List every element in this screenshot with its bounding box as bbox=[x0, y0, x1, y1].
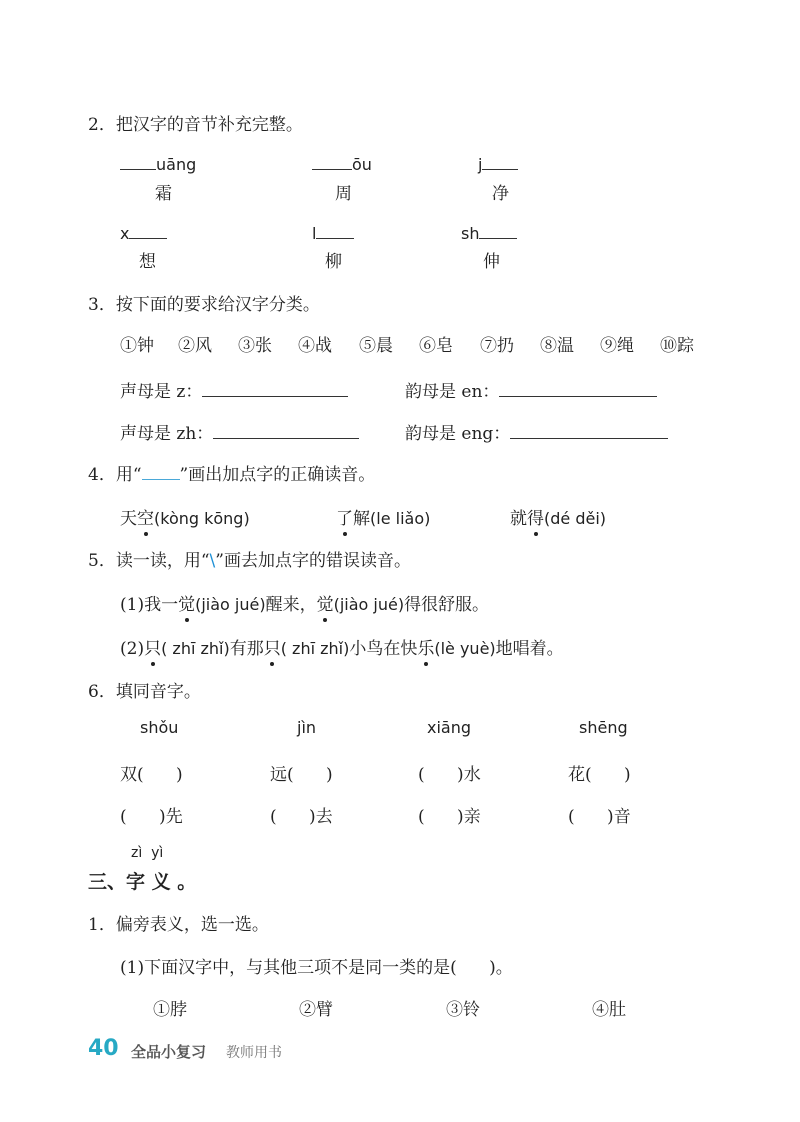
q2-item-2 bbox=[312, 152, 372, 174]
q2-hanzi-5: 柳 bbox=[325, 252, 342, 272]
reading-options[interactable]: ( zhī zhǐ) bbox=[280, 639, 350, 658]
q7-title: 1．偏旁表义，选一选。 bbox=[88, 915, 269, 935]
q2-hanzi-3: 净 bbox=[492, 184, 509, 204]
dotted-char: 只 bbox=[263, 639, 281, 659]
q5-sentence-1 bbox=[120, 590, 489, 615]
text: 醒来， bbox=[265, 595, 317, 615]
q3-row-2-left bbox=[120, 419, 359, 444]
q3-row-1-left bbox=[120, 377, 348, 402]
q3-char: ⑧温 bbox=[540, 336, 574, 356]
q4-title-pre: 4．用“ bbox=[88, 465, 142, 485]
q2-item-1 bbox=[120, 152, 196, 174]
q3-row-2-right bbox=[405, 419, 668, 444]
reading-options[interactable]: (jiào jué) bbox=[195, 595, 266, 614]
section3-pinyin: zì yì bbox=[131, 845, 164, 861]
pinyin-part: j bbox=[478, 155, 483, 174]
q6-blank-2-2[interactable]: ( )去 bbox=[270, 807, 333, 827]
answer-blank[interactable] bbox=[499, 379, 657, 397]
pinyin-part: sh bbox=[461, 224, 480, 243]
section3-title: 三、字 义 。 bbox=[88, 871, 197, 893]
text: 得很舒服。 bbox=[404, 595, 490, 615]
q4-item-2 bbox=[336, 504, 430, 529]
dotted-char: 乐 bbox=[417, 639, 435, 659]
q2-item-3 bbox=[478, 152, 518, 174]
footer-subtitle: 教师用书 bbox=[226, 1045, 282, 1061]
q6-blank-2-4[interactable]: ( )音 bbox=[568, 807, 631, 827]
text: 地唱着。 bbox=[495, 639, 564, 659]
q7-option-2[interactable]: ②臂 bbox=[299, 1000, 333, 1020]
q2-hanzi-4: 想 bbox=[139, 252, 156, 272]
q6-blank-2-1[interactable]: ( )先 bbox=[120, 807, 183, 827]
q6-blank-1-1[interactable]: 双( ) bbox=[120, 765, 183, 785]
q5-title-post: ”画去加点字的错误读音。 bbox=[215, 551, 411, 571]
reading-options[interactable]: (jiào jué) bbox=[333, 595, 405, 614]
q5-sentence-2 bbox=[120, 634, 564, 659]
text: 小鸟在快 bbox=[349, 639, 418, 659]
q3-char-list bbox=[120, 331, 720, 356]
pinyin-part: uāng bbox=[156, 155, 197, 174]
q3-label: 声母是 z： bbox=[120, 382, 203, 402]
answer-blank[interactable] bbox=[510, 421, 668, 439]
q6-pinyin-1: shǒu bbox=[140, 718, 179, 737]
pinyin-part: x bbox=[120, 224, 130, 243]
q3-label: 韵母是 eng： bbox=[405, 424, 511, 444]
q2-item-4 bbox=[120, 221, 167, 243]
q3-char: ⑥皂 bbox=[419, 336, 453, 356]
q2-title: 2．把汉字的音节补充完整。 bbox=[88, 115, 303, 135]
q4-char: 天 bbox=[120, 509, 137, 529]
slash-mark: \ bbox=[209, 551, 216, 571]
q3-char: ④战 bbox=[298, 336, 332, 356]
q4-title bbox=[88, 460, 375, 485]
q4-char: 就 bbox=[510, 509, 527, 529]
text: (2) bbox=[120, 639, 145, 659]
q3-char: ⑤晨 bbox=[359, 336, 393, 356]
q5-title bbox=[88, 546, 411, 571]
q7-option-3[interactable]: ③铃 bbox=[446, 1000, 480, 1020]
q6-pinyin-2: jìn bbox=[297, 718, 317, 737]
q3-char: ⑦扔 bbox=[480, 336, 514, 356]
q6-title: 6．填同音字。 bbox=[88, 682, 201, 702]
dotted-char: 觉 bbox=[178, 595, 196, 615]
q3-label: 韵母是 en： bbox=[405, 382, 500, 402]
reading-options[interactable]: (kòng kōng) bbox=[154, 509, 250, 528]
q3-char: ⑩踪 bbox=[660, 336, 694, 356]
underline-sample bbox=[142, 465, 180, 480]
q6-blank-1-2[interactable]: 远( ) bbox=[270, 765, 333, 785]
answer-blank[interactable] bbox=[479, 221, 517, 239]
q6-blank-1-3[interactable]: ( )水 bbox=[418, 765, 481, 785]
q6-blank-2-3[interactable]: ( )亲 bbox=[418, 807, 481, 827]
answer-blank[interactable] bbox=[482, 152, 518, 170]
q7-option-1[interactable]: ①脖 bbox=[153, 1000, 187, 1020]
dotted-char: 觉 bbox=[316, 595, 334, 615]
q6-pinyin-4: shēng bbox=[579, 718, 628, 737]
q2-item-6 bbox=[461, 221, 517, 243]
q3-char: ③张 bbox=[238, 336, 272, 356]
dotted-char: 得 bbox=[527, 509, 544, 529]
reading-options[interactable]: (lè yuè) bbox=[434, 639, 496, 658]
q6-blank-1-4[interactable]: 花( ) bbox=[568, 765, 631, 785]
q3-char: ①钟 bbox=[120, 336, 154, 356]
q4-char: 解 bbox=[353, 509, 370, 529]
pinyin-part: l bbox=[312, 224, 317, 243]
q7-option-4[interactable]: ④肚 bbox=[592, 1000, 626, 1020]
q7-sub: (1)下面汉字中，与其他三项不是同一类的是( )。 bbox=[120, 958, 513, 978]
reading-options[interactable]: (dé děi) bbox=[544, 509, 607, 528]
dotted-char: 只 bbox=[144, 639, 162, 659]
reading-options[interactable]: (le liǎo) bbox=[370, 509, 431, 528]
reading-options[interactable]: ( zhī zhǐ) bbox=[161, 639, 230, 658]
text: (1)我一 bbox=[120, 595, 179, 615]
answer-blank[interactable] bbox=[312, 152, 352, 170]
q2-hanzi-1: 霜 bbox=[155, 184, 172, 204]
answer-blank[interactable] bbox=[120, 152, 156, 170]
q2-hanzi-6: 伸 bbox=[483, 252, 500, 272]
q3-label: 声母是 zh： bbox=[120, 424, 214, 444]
footer-brand: 全品小复习 bbox=[131, 1043, 207, 1061]
answer-blank[interactable] bbox=[316, 221, 354, 239]
q2-hanzi-2: 周 bbox=[335, 184, 352, 204]
answer-blank[interactable] bbox=[129, 221, 167, 239]
q3-char: ⑨绳 bbox=[600, 336, 634, 356]
pinyin-part: ōu bbox=[352, 155, 372, 174]
q4-item-1 bbox=[120, 504, 250, 529]
q5-title-pre: 5．读一读，用“ bbox=[88, 551, 210, 571]
q3-title: 3．按下面的要求给汉字分类。 bbox=[88, 295, 320, 315]
q4-title-post: ”画出加点字的正确读音。 bbox=[179, 465, 376, 485]
q3-char: ②风 bbox=[178, 336, 212, 356]
q2-item-5 bbox=[312, 221, 354, 243]
text: 有那 bbox=[229, 639, 264, 659]
q6-pinyin-3: xiāng bbox=[427, 718, 472, 737]
dotted-char: 空 bbox=[137, 509, 154, 529]
answer-blank[interactable] bbox=[202, 379, 348, 397]
q3-row-1-right bbox=[405, 377, 657, 402]
answer-blank[interactable] bbox=[213, 421, 359, 439]
dotted-char: 了 bbox=[336, 509, 353, 529]
q4-item-3 bbox=[510, 504, 606, 529]
page-number: 40 bbox=[88, 1036, 119, 1061]
